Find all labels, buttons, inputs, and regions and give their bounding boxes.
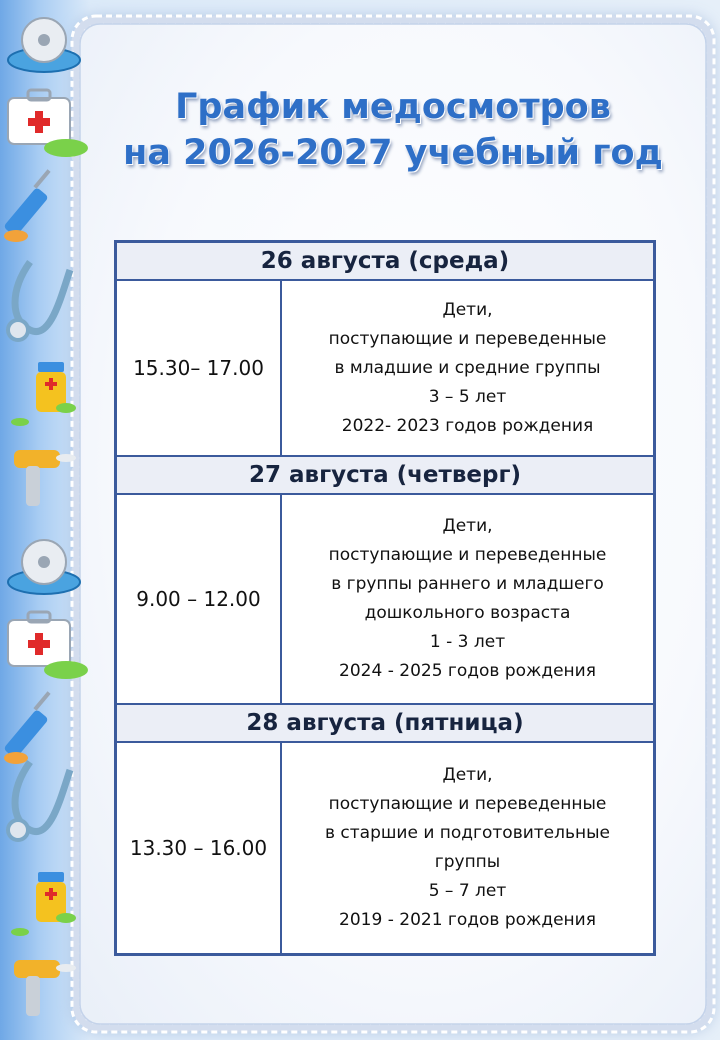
description-line: в старшие и подготовительные xyxy=(324,822,610,843)
description-line: 3 – 5 лет xyxy=(428,386,507,407)
description-line: 2019 - 2021 годов рождения xyxy=(339,909,596,930)
description-line: поступающие и переведенные xyxy=(328,793,607,814)
schedule-table xyxy=(114,240,656,956)
disc-icon xyxy=(8,540,80,594)
pill-bottle-icon xyxy=(11,872,76,936)
description-line: Дети, xyxy=(442,764,493,785)
description-line: 2022- 2023 годов рождения xyxy=(341,415,594,436)
otoscope-icon xyxy=(14,960,76,1016)
first-aid-kit-icon xyxy=(8,612,88,679)
schedule-row xyxy=(116,742,655,954)
disc-icon xyxy=(8,18,80,72)
stethoscope-icon xyxy=(8,762,70,840)
description-line: 1 - 3 лет xyxy=(429,632,506,652)
description-line: Дети, xyxy=(442,299,493,320)
day-row xyxy=(116,456,655,494)
time-cell: 9.00 – 12.00 xyxy=(116,494,282,704)
schedule-row xyxy=(116,280,655,456)
page-title xyxy=(78,84,708,176)
syringe-icon xyxy=(3,169,50,242)
description-line: Дети, xyxy=(442,516,493,536)
time-cell: 15.30– 17.00 xyxy=(116,280,282,456)
description-cell xyxy=(281,280,655,456)
description-line: группы xyxy=(434,851,501,872)
syringe-icon xyxy=(3,691,50,764)
day-heading: 26 августа (среда) xyxy=(116,242,655,281)
day-heading: 27 августа (четверг) xyxy=(116,456,655,494)
title-line-2: на 2026-2027 учебный год xyxy=(123,133,663,173)
description-line: поступающие и переведенные xyxy=(328,545,607,565)
day-row xyxy=(116,704,655,742)
otoscope-icon xyxy=(14,450,76,506)
description-line: в группы раннего и младшего xyxy=(331,574,604,594)
pill-bottle-icon xyxy=(11,362,76,426)
description-cell xyxy=(281,494,655,704)
schedule-row xyxy=(116,494,655,704)
description-line: в младшие и средние группы xyxy=(334,357,601,378)
title-line-1: График медосмотров xyxy=(175,87,611,127)
day-heading: 28 августа (пятница) xyxy=(116,704,655,742)
description-line: 5 – 7 лет xyxy=(428,880,507,901)
description-line: поступающие и переведенные xyxy=(328,328,607,349)
description-line: дошкольного возраста xyxy=(364,603,571,623)
time-cell: 13.30 – 16.00 xyxy=(116,742,282,954)
day-row xyxy=(116,242,655,281)
stethoscope-icon xyxy=(8,262,70,340)
description-line: 2024 - 2025 годов рождения xyxy=(339,661,596,681)
first-aid-kit-icon xyxy=(8,90,88,157)
description-cell xyxy=(281,742,655,954)
